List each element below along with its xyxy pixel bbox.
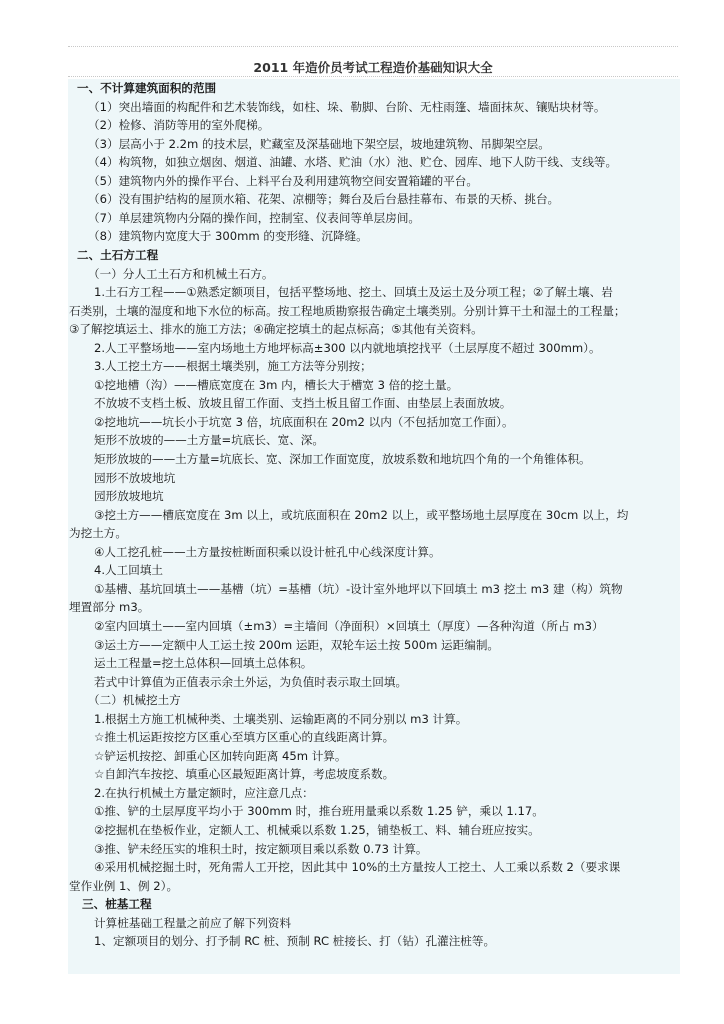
text-line: 园形不放坡地坑: [94, 470, 176, 485]
text-line: 运土工程量=挖土总体积—回填土总体积。: [94, 656, 313, 671]
text-line: ①基槽、基坑回填土——基槽（坑）=基槽（坑）-设计室外地坪以下回填土 m3 挖土 m3 建（构）筑物: [94, 581, 623, 596]
text-line: 1.根据土方施工机械种类、土壤类别、运输距离的不同分别以 m3 计算。: [94, 711, 468, 726]
text-line: （4）构筑物，如独立烟囱、烟道、油罐、水塔、贮油（水）池、贮仓、园库、地下人防干线、支线等。: [88, 155, 618, 170]
text-line: ③了解挖填运土、排水的施工方法；④确定挖填土的起点标高；⑤其他有关资料。: [69, 322, 483, 337]
text-line: ①推、铲的土层厚度平均小于 300mm 时，推台班用量乘以系数 1.25 铲，乘以 1.17。: [94, 804, 544, 819]
text-line: 2.在执行机械土方量定额时，应注意几点：: [94, 785, 314, 800]
text-line: 若式中计算值为正值表示余土外运，为负值时表示取土回填。: [94, 674, 408, 689]
section-heading: 三、桩基工程: [82, 897, 152, 912]
text-line: ③推、铲未经压实的堆积土时，按定额项目乘以系数 0.73 计算。: [94, 841, 428, 856]
text-line: 园形放坡地坑: [94, 489, 164, 504]
text-line: ②室内回填土——室内回填（±m3）=主墙间（净面积）×回填土（厚度）—各种沟道（所占 m3）: [94, 618, 604, 633]
text-line: ④采用机械挖掘土时，死角需人工开挖，因此其中 10%的土方量按人工挖土、人工乘以系数 2（要求课: [94, 860, 621, 875]
text-line: （二）机械挖土方: [88, 693, 181, 708]
text-line: ③挖土方——槽底宽度在 3m 以上，或坑底面积在 20m2 以上，或平整场地土层厚度在 30cm 以上，均: [94, 507, 629, 522]
text-line: 堂作业例 1、例 2）。: [69, 878, 179, 893]
text-line: （8）建筑物内宽度大于 300mm 的变形缝、沉降缝。: [88, 229, 368, 244]
text-line: ④人工挖孔桩——土方量按桩断面积乘以设计桩孔中心线深度计算。: [94, 544, 441, 559]
text-line: （2）检修、消防等用的室外爬梯。: [88, 118, 270, 133]
text-line: （7）单层建筑物内分隔的操作间，控制室、仪表间等单层房间。: [88, 210, 421, 225]
text-line: （1）突出墙面的构配件和艺术装饰线，如柱、垛、勒脚、台阶、无柱雨篷、墙面抹灰、镶贴块材等。: [88, 99, 606, 114]
text-line: ☆自卸汽车按挖、填重心区最短距离计算，考虑坡度系数。: [94, 767, 395, 782]
text-line: 2.人工平整场地——室内场地土方地坪标高±300 以内就地填挖找平（土层厚度不超过 300mm）。: [94, 340, 601, 355]
title-divider: [68, 76, 678, 77]
text-line: （一）分人工土石方和机械土石方。: [88, 266, 274, 281]
text-line: 石类别，土壤的湿度和地下水位的标高。按工程地质勘察报告确定土壤类别。分别计算干土和湿土的工程量；: [69, 303, 626, 318]
text-line: 矩形不放坡的——土方量=坑底长、宽、深。: [94, 433, 324, 448]
text-line: ☆铲运机按挖、卸重心区加转向距离 45m 计算。: [94, 748, 347, 763]
text-line: ②挖地坑——坑长小于坑宽 3 倍，坑底面积在 20m2 以内（不包括加宽工作面）。: [94, 414, 514, 429]
text-line: ☆推土机运距按挖方区重心至填方区重心的直线距离计算。: [94, 730, 395, 745]
text-line: 矩形放坡的——土方量=坑底长、宽、深加工作面宽度，放坡系数和地坑四个角的一个角锥体积。: [94, 452, 591, 466]
text-line: 不放坡不支档土板、放坡且留工作面、支挡土板且留工作面、由垫层上表面放坡。: [94, 396, 512, 411]
text-line: 1、定额项目的划分、打予制 RC 桩、预制 RC 桩接长、打（钻）孔灌注桩等。: [94, 934, 496, 949]
text-line: ①挖地槽（沟）——槽底宽度在 3m 内，槽长大于槽宽 3 倍的挖土量。: [94, 377, 459, 392]
text-line: 计算桩基础工程量之前应了解下列资料: [94, 915, 292, 930]
page-title: 2011 年造价员考试工程造价基础知识大全: [253, 60, 493, 75]
text-line: ③运土方——定额中人工运土按 200m 运距，双轮车运土按 500m 运距编制。: [94, 637, 500, 652]
section-heading: 二、土石方工程: [77, 247, 159, 262]
text-line: （6）没有围护结构的屋顶水箱、花架、凉棚等；舞台及后台悬挂幕布、布景的天桥、挑台。: [88, 192, 560, 207]
text-line: 为挖土方。: [69, 526, 127, 541]
top-divider: [68, 46, 678, 47]
text-line: 埋置部分 m3。: [69, 600, 150, 615]
text-line: ②挖掘机在垫板作业，定额人工、机械乘以系数 1.25，铺垫板工、料、辅台班应按实。: [94, 823, 540, 837]
section-heading: 一、不计算建筑面积的范围: [77, 81, 217, 95]
document-body: [68, 79, 680, 974]
text-line: 4.人工回填土: [94, 563, 164, 578]
text-line: 3.人工挖土方——根据土壤类别，施工方法等分别按；: [94, 359, 372, 374]
text-line: 1.土石方工程——①熟悉定额项目，包括平整场地、挖土、回填土及运土及分项工程；②了解土壤、岩: [94, 285, 613, 300]
text-line: （5）建筑物内外的操作平台、上料平台及利用建筑物空间安置箱罐的平台。: [88, 173, 478, 188]
text-line: （3）层高小于 2.2m 的技术层，贮藏室及深基础地下架空层，坡地建筑物、吊脚架空层。: [88, 136, 550, 151]
